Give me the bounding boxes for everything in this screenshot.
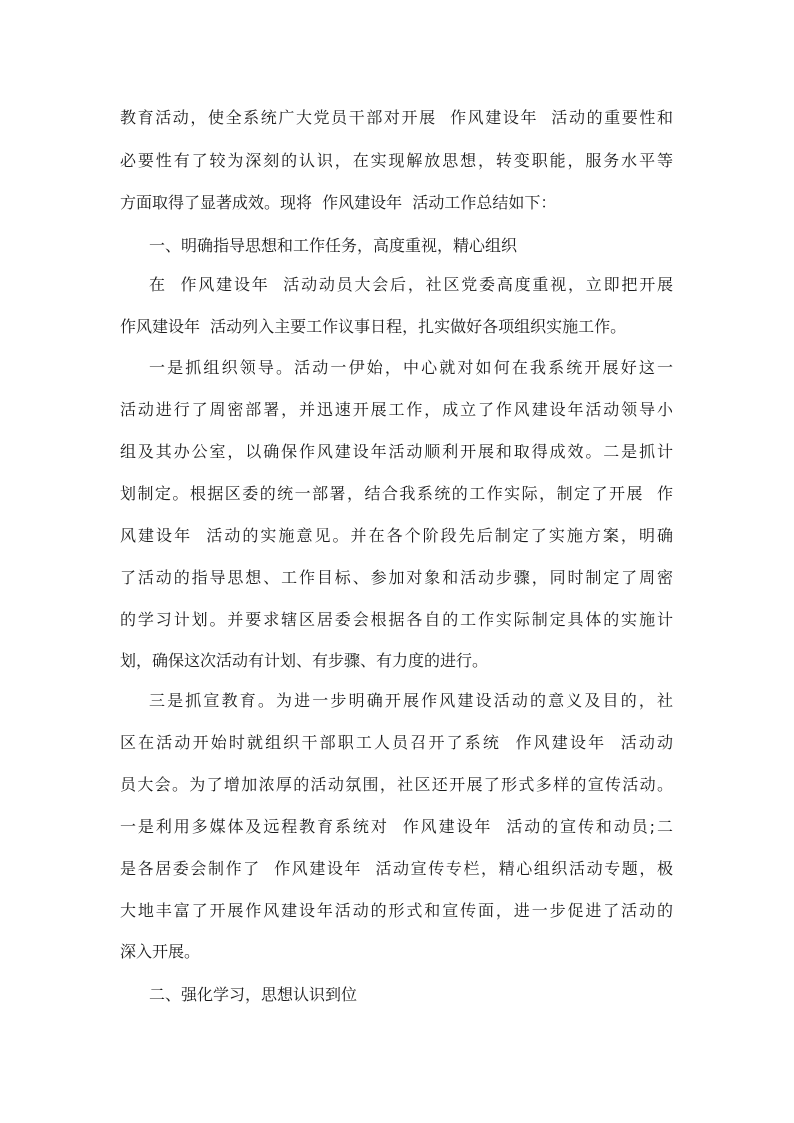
text-line: 组及其办公室，以确保作风建设年活动顺利开展和取得成效。二是抓计 xyxy=(120,442,673,461)
text-line: 方面取得了显著成效。现将 作风建设年 活动工作总结如下： xyxy=(120,193,557,212)
text-line: 深入开展。 xyxy=(120,942,201,961)
text-line: 风建设年 活动的实施意见。并在各个阶段先后制定了实施方案，明确 xyxy=(120,526,673,545)
text-line: 活动进行了周密部署，并迅速开展工作，成立了作风建设年活动领导小 xyxy=(120,400,673,419)
text-line: 三是抓宣教育。为进一步明确开展作风建设活动的意义及目的，社 xyxy=(149,691,673,710)
text-line: 是各居委会制作了 作风建设年 活动宣传专栏，精心组织活动专题，极 xyxy=(120,859,673,878)
text-line: 区在活动开始时就组织干部职工人员召开了系统 作风建设年 活动动 xyxy=(120,733,673,752)
section-heading: 一、明确指导思想和工作任务，高度重视，精心组织 xyxy=(149,236,518,255)
text-line: 一是利用多媒体及远程教育系统对 作风建设年 活动的宣传和动员;二 xyxy=(120,817,673,836)
text-line: 的学习计划。并要求辖区居委会根据各自的工作实际制定具体的实施计 xyxy=(120,610,673,629)
text-line: 划，确保这次活动有计划、有步骤、有力度的进行。 xyxy=(120,651,489,670)
text-line: 作风建设年 活动列入主要工作议事日程，扎实做好各项组织实施工作。 xyxy=(120,317,627,336)
text-line: 划制定。根据区委的统一部署，结合我系统的工作实际，制定了开展 作 xyxy=(120,484,673,503)
text-line: 了活动的指导思想、工作目标、参加对象和活动步骤，同时制定了周密 xyxy=(120,568,673,587)
text-line: 一是抓组织领导。活动一伊始，中心就对如何在我系统开展好这一 xyxy=(149,358,673,377)
text-line: 教育活动，使全系统广大党员干部对开展 作风建设年 活动的重要性和 xyxy=(120,108,673,127)
text-line: 必要性有了较为深刻的认识，在实现解放思想，转变职能，服务水平等 xyxy=(120,151,673,170)
section-heading: 二、强化学习，思想认识到位 xyxy=(149,985,358,1004)
text-line: 大地丰富了开展作风建设年活动的形式和宣传面，进一步促进了活动的 xyxy=(120,901,673,920)
text-line: 员大会。为了增加浓厚的活动氛围，社区还开展了形式多样的宣传活动。 xyxy=(120,775,673,794)
text-line: 在 作风建设年 活动动员大会后，社区党委高度重视，立即把开展 xyxy=(149,275,673,294)
